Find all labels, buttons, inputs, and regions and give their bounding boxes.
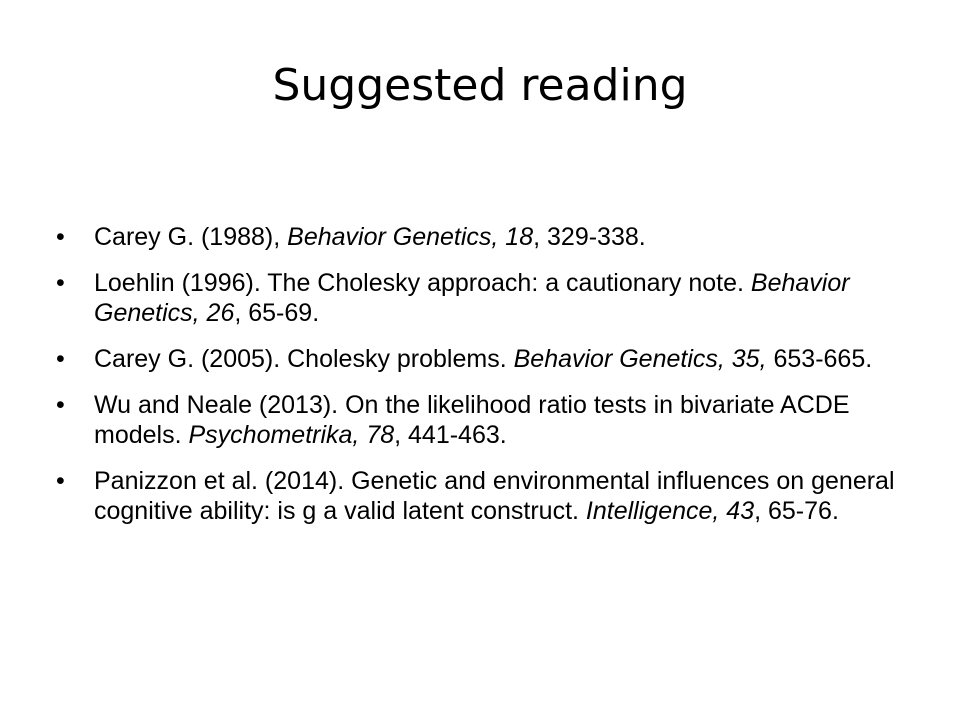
bullet-icon: • — [56, 391, 65, 419]
reference-item — [56, 466, 896, 526]
reference-item — [56, 344, 896, 374]
slide-title: Suggested reading — [272, 60, 688, 111]
reference-item — [56, 222, 896, 252]
reference-journal: Intelligence, 43 — [585, 497, 755, 525]
reference-item — [56, 390, 896, 450]
reference-pages: , 65-69. — [234, 299, 320, 327]
bullet-icon: • — [56, 223, 65, 251]
reference-list — [56, 222, 896, 542]
reference-journal: Psychometrika, 78 — [188, 421, 395, 449]
reference-pages: 653-665. — [766, 345, 873, 373]
reference-citation: Loehlin (1996). The Cholesky approach: a cautionary note. — [94, 269, 751, 297]
reference-citation: Carey G. (1988), — [94, 223, 288, 251]
bullet-icon: • — [56, 467, 65, 495]
reference-citation: Carey G. (2005). Cholesky problems. — [94, 345, 514, 373]
reference-journal: Behavior Genetics, 35, — [513, 345, 767, 373]
reference-item — [56, 268, 896, 328]
bullet-icon: • — [56, 269, 65, 297]
reference-pages: , 65-76. — [754, 497, 839, 525]
reference-citation: Wu and Neale (2013). On the likelihood ratio tests in bivariate ACDE models. — [94, 391, 850, 449]
bullet-icon: • — [56, 345, 65, 373]
reference-journal: Behavior Genetics, 26 — [94, 269, 850, 327]
reference-journal: Behavior Genetics, 18 — [287, 223, 534, 251]
reference-citation: Panizzon et al. (2014). Genetic and environmental influences on general cognitive ability: is g a valid latent construct. — [94, 467, 895, 525]
reference-pages: , 441-463. — [394, 421, 507, 449]
reference-pages: , 329-338. — [533, 223, 646, 251]
